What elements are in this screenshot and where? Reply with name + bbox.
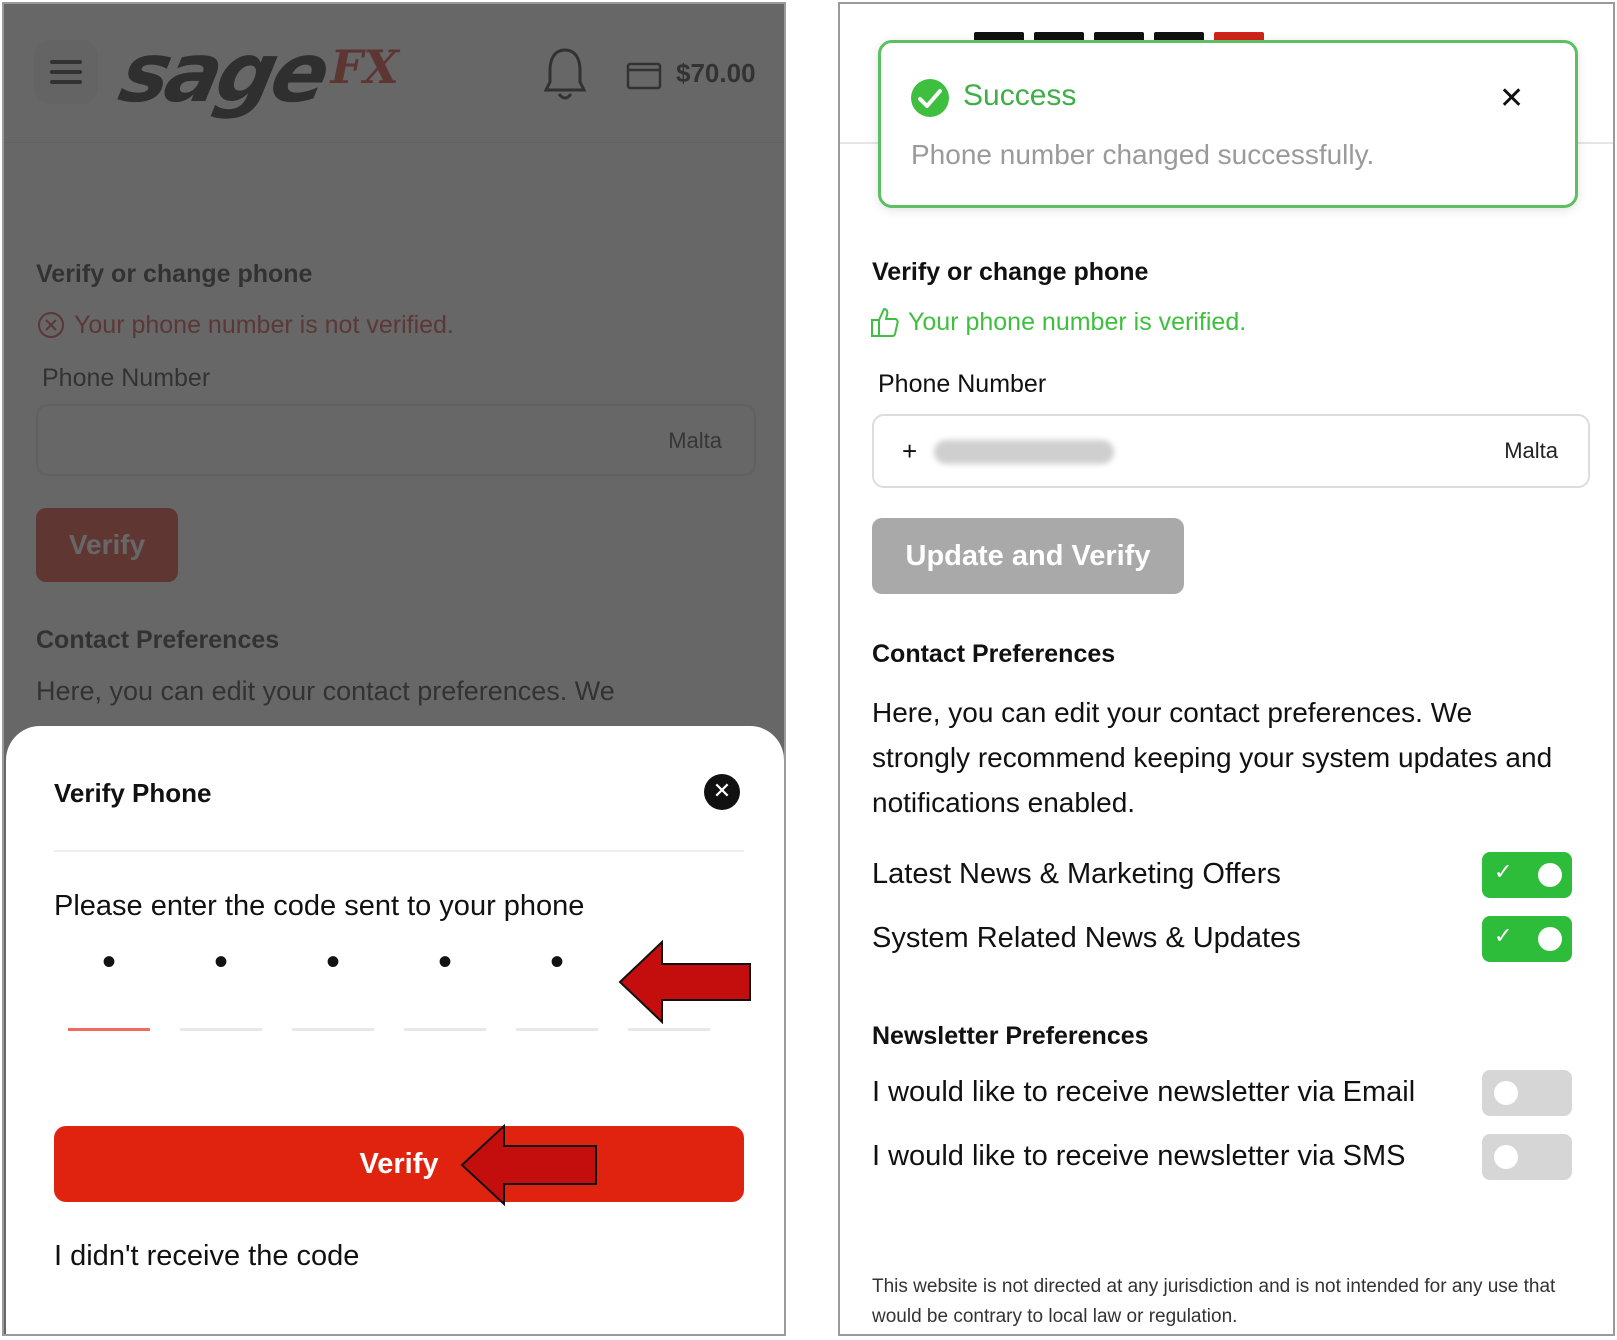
success-toast	[878, 40, 1578, 208]
contact-preferences-title: Contact Preferences	[872, 640, 1116, 668]
verify-phone-screen	[2, 2, 786, 1336]
code-digit-value: •	[437, 940, 452, 984]
preference-label: Latest News & Marketing Offers	[872, 858, 1281, 890]
marketing-offers-toggle[interactable]	[1482, 852, 1572, 898]
contact-preferences-description: Here, you can edit your contact preferences. We strongly recommend keeping your system updates and notifications enabled.	[872, 697, 1553, 818]
code-digit-underline	[516, 1028, 598, 1031]
toggle-knob	[1494, 1081, 1518, 1105]
phone-number-label: Phone Number	[878, 370, 1047, 398]
phone-verified-screen	[838, 2, 1615, 1336]
red-arrow-annotation	[460, 1124, 598, 1206]
phone-number-field[interactable]	[872, 414, 1590, 488]
preference-label: System Related News & Updates	[872, 922, 1301, 954]
phone-number-redacted	[934, 440, 1114, 464]
toggle-knob	[1538, 927, 1562, 951]
code-digit-underline	[404, 1028, 486, 1031]
code-digit-value: •	[101, 940, 116, 984]
resend-code-link[interactable]: I didn't receive the code	[54, 1240, 360, 1272]
code-instruction: Please enter the code sent to your phone	[54, 890, 585, 922]
code-digit-value: •	[549, 940, 564, 984]
update-and-verify-button[interactable]: Update and Verify	[872, 518, 1184, 594]
code-digit-value: •	[213, 940, 228, 984]
legal-disclaimer: This website is not directed at any jurisdiction and is not intended for any use that would be contrary to local law or regulation.	[872, 1276, 1556, 1327]
newsletter-sms-toggle[interactable]	[1482, 1134, 1572, 1180]
code-digit-input[interactable]	[404, 942, 486, 1038]
red-arrow-annotation	[618, 940, 752, 1024]
phone-section-title: Verify or change phone	[872, 258, 1149, 286]
close-icon[interactable]: ✕	[1499, 81, 1525, 116]
verify-phone-modal	[6, 726, 784, 1336]
code-digit-input[interactable]	[292, 942, 374, 1038]
code-digit-value: •	[325, 940, 340, 984]
phone-prefix: +	[902, 436, 918, 466]
modal-title: Verify Phone	[54, 778, 212, 808]
code-digit-underline	[180, 1028, 262, 1031]
preference-label: I would like to receive newsletter via Email	[872, 1076, 1416, 1108]
toast-message: Phone number changed successfully.	[911, 139, 1375, 170]
preference-label: I would like to receive newsletter via SMS	[872, 1140, 1406, 1172]
system-updates-toggle[interactable]	[1482, 916, 1572, 962]
code-digit-underline	[292, 1028, 374, 1031]
modal-divider	[54, 850, 744, 852]
toast-title: Success	[963, 79, 1077, 112]
phone-status	[870, 306, 1246, 338]
code-digit-underline	[68, 1028, 150, 1031]
toggle-knob	[1538, 863, 1562, 887]
check-circle-icon	[909, 77, 951, 119]
newsletter-email-toggle[interactable]	[1482, 1070, 1572, 1116]
country-label: Malta	[1504, 438, 1558, 463]
close-icon[interactable]: ✕	[704, 774, 740, 810]
code-digit-input[interactable]	[180, 942, 262, 1038]
toggle-knob	[1494, 1145, 1518, 1169]
code-digit-input[interactable]	[68, 942, 150, 1038]
check-icon: ✓	[1494, 860, 1513, 885]
code-digit-input[interactable]	[516, 942, 598, 1038]
check-icon: ✓	[1494, 924, 1513, 949]
modal-verify-button[interactable]: Verify	[54, 1126, 744, 1202]
thumbs-up-icon	[870, 306, 900, 338]
phone-status-text: Your phone number is verified.	[908, 307, 1247, 336]
newsletter-preferences-title: Newsletter Preferences	[872, 1022, 1149, 1050]
code-digit-underline	[628, 1028, 710, 1031]
